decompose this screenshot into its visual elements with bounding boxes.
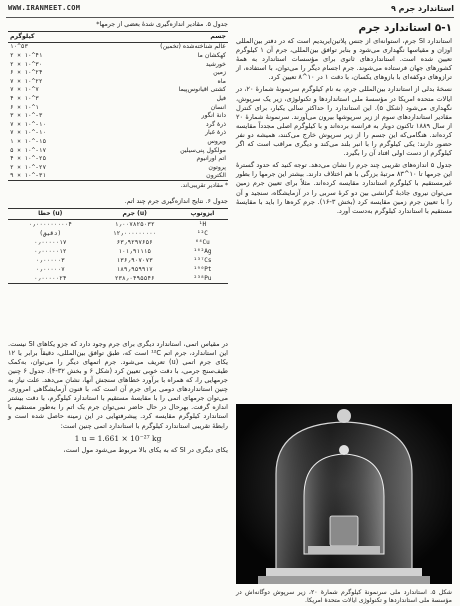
atomic-mass: ۲۳۸٫۰۴۹۵۵۴۶ (114, 274, 155, 282)
atomic-mass: ۱۳۶٫۹۰۷۰۷۳ (116, 256, 153, 264)
table-row (8, 256, 228, 265)
stand (258, 576, 430, 584)
atomic-mass: ۱۰۱٫۹۱۱۱۵ (118, 247, 151, 255)
isotope-symbol: ²³⁸Pu (193, 274, 212, 282)
paragraph-3: جدول ۵ اندازه‌های تقریبی چند جرم را نشان می‌دهد. توجه کنید که حدود گسترهٔ این جرمها تا ۱۰^۸۳ مرتبهٔ بزرگی با هم اختلاف دارند. بیشتر این جرمها را بطور غیرمستقیم با کیلوگرم استاندارد مقایسه کرده‌اند. مثلاً برای تعیین جرم زمین می‌توان نیروی جاذبهٔ گرانشی بین دو کرهٔ سربی را در آزمایشگاه، سنجید و آن را با تعیین جرم زمین مقایسه کرد (بخش ۳-۱۶). جرم کره‌ها را باید با مقایسهٔ مستقیم با استاندارد کیلوگرم به‌دست آورد. (236, 161, 453, 215)
table-row (8, 51, 228, 60)
header-mass: جرم (u) (122, 210, 147, 218)
table-6 (8, 208, 228, 284)
figure-caption: شکل ۵. استاندارد ملی سرنمونهٔ کیلوگرم شمارهٔ ۲۰، زیر سرپوش دوگانه‌اش در مؤسسهٔ ملی استانداردها و تکنولوژی ایالات متحدهٔ امریکا. (236, 589, 452, 605)
object-name: ماه (217, 77, 226, 85)
table-row (8, 238, 228, 247)
inner-base (308, 546, 380, 554)
mass-value: ۴ × ۱۰^-۲۵ (10, 155, 47, 163)
mass-value: ۵ × ۱۰^-۱۷ (10, 146, 47, 154)
table-row (8, 229, 228, 238)
table-row (8, 68, 228, 77)
atomic-mass: ۱٫۰۰۷۸۲۵۰۳۲ (114, 220, 155, 228)
mass-value: ۷ × ۱۰^-۱۰ (10, 120, 47, 128)
table-row (8, 172, 228, 181)
error-value: ۰٫۰۰۰۰۰۱۲ (33, 247, 67, 255)
paragraph-2: نسخهٔ بدلی از استاندارد بین‌المللی جرم، به نام کیلوگرم سرنمونهٔ شمارهٔ ۲۰، در ایالات متحده امریکا در مؤسسهٔ ملی استانداردها و تکنولوژی، زیر یک سرپوش، نگهداری می‌شود (شکل ۵). این استاندارد را حداکثر سالی یکبار، برای کنترل مقادیر استانداردهای سوم از زیر سرپوشها بیرون می‌آورند. سرنمونهٔ شمارهٔ ۲۰ از سال ۱۸۸۹ تاکنون دوبار به فرانسه برده‌اند و با کیلوگرم اصلی مجدداً مقایسه کرده‌اند. هنگامی‌که این جسم را از زیر سرپوش خارج می‌کنند، همیشه دو نفر حضور دارند: یکی کیلوگرم را با انبر بلند می‌کند و دیگری مراقب است که اگر کیلوگرم از دست اولی افتاد آن را بگیرد. (236, 85, 452, 158)
table-row (8, 274, 228, 284)
object-name: کهکشان ما (197, 51, 226, 59)
atomic-mass: ۱۲٫۰۰۰۰۰۰۰۰۰ (113, 229, 157, 237)
left-paragraph-2: یکای دیگری در SI که به یکای بالا مربوط می‌شود مول است، (63, 445, 228, 454)
mass-value: ۲ × ۱۰^-۲۷ (10, 163, 47, 171)
table-row (8, 154, 228, 163)
running-title: استاندارد جرم (398, 4, 454, 13)
bell-jar-illustration (236, 404, 452, 584)
table-5-caption: جدول ۵. مقادیر اندازه‌گیری شدهٔ بعضی از جرمها* (96, 20, 228, 28)
object-name: دانهٔ انگور (201, 112, 226, 120)
table-5-footnote: * مقادیر تقریبی‌اند. (180, 182, 228, 190)
left-text-block (8, 340, 228, 455)
isotope-symbol: ¹³⁷Cs (193, 256, 212, 264)
object-name: انسان (210, 103, 226, 111)
table-5 (8, 31, 228, 182)
isotope-symbol: ¹⁹⁰Pt (193, 265, 212, 273)
mass-value: ۶ × ۱۰^۲۴ (10, 69, 43, 77)
table-row (8, 163, 228, 172)
mass-value: ۱۰^۵۳ (10, 43, 29, 51)
atomic-mass: ۱۸۹٫۹۵۹۹۱۷ (116, 265, 153, 273)
outer-jar-knob (337, 409, 351, 423)
error-value: ۰٫۰۰۰۰۰۱۷ (33, 238, 67, 246)
table-row (8, 247, 228, 256)
object-name: کشتی اقیانوس‌پیما (178, 86, 226, 94)
right-column (236, 20, 453, 605)
section-title: ۵-۱ استاندارد جرم (358, 22, 452, 34)
error-value: ۰٫۰۰۰۰۰۲۴ (33, 274, 67, 282)
page-number-and-title (391, 4, 454, 13)
table-row (8, 219, 228, 229)
page-header (6, 2, 454, 18)
table-row (8, 146, 228, 155)
isotope-symbol: ⁶⁴Cu (195, 238, 210, 246)
mass-value: ۹ × ۱۰^-۳۱ (10, 172, 47, 180)
error-value: ۰٫۰۰۰۰۰۳ (35, 256, 65, 264)
mass-value: ۳ × ۱۰^-۳ (10, 112, 43, 120)
kilogram-cylinder (330, 516, 358, 546)
object-name: خورشید (205, 60, 226, 68)
table-row (8, 103, 228, 112)
object-name: اتم اورانیوم (196, 155, 226, 163)
mass-value: ۲ × ۱۰^۳۰ (10, 60, 43, 68)
table-row (8, 129, 228, 138)
error-value: ۰٫۰۰۰۰۰۷ (35, 265, 65, 273)
object-name: فیل (216, 94, 226, 102)
isotope-symbol: ¹²C (197, 229, 208, 237)
object-name: ذرهٔ غبار (205, 129, 226, 137)
header-rule (6, 17, 454, 18)
object-name: الکترون (206, 172, 226, 180)
mass-value: ۷ × ۱۰^۷ (10, 86, 39, 94)
isotope-symbol: ¹H (198, 220, 207, 228)
atomic-mass: ۶۳٫۹۲۹۷۶۵۶ (116, 238, 153, 246)
kilogram-prototype-photo (236, 404, 452, 584)
page-number: ٩ (390, 4, 396, 13)
mass-value: ۶ × ۱۰^۱ (10, 103, 39, 111)
object-name: عالم شناخته‌شده (تخمین) (160, 43, 226, 51)
table-row (8, 42, 228, 51)
object-name: مولکول پنی‌سیلین (180, 146, 226, 154)
paragraph-1: استاندارد SI جرم، استوانه‌ای از جنس پلاتین‌ایریدیم است که در دفتر بین‌المللی اوزان و مقیاسها نگهداری می‌شود و بنابر توافق بین‌المللی، جرم آن ۱ کیلوگرم تعیین شده است. استانداردهای ثانوی برای مؤسسات استاندارد به همهٔ کشورهای جهان فرستاده می‌شوند. جرم اجسام دیگر را می‌توان، با استفاده، از ترازوهای دوکفه‌ای با بازوهای یکسان، با دقت ۱ در ۱۰^۸ تعیین کرد. (236, 37, 453, 82)
table-5-header (8, 31, 228, 42)
header-error: خطا (u) (38, 210, 63, 218)
table-row (8, 265, 228, 274)
object-name: زمین (213, 69, 226, 77)
header-object: جسم (210, 33, 226, 41)
table-row (8, 137, 228, 146)
table-row (8, 111, 228, 120)
object-name: ذرهٔ گرد (205, 120, 226, 128)
header-mass: کیلوگرم (10, 33, 35, 41)
error-value: ۰٫۰۰۰۰۰۰۰۰۰۴ (28, 220, 72, 228)
table-row (8, 94, 228, 103)
error-value: (دقیق) (39, 229, 62, 237)
table-6-header (8, 208, 228, 219)
mass-value: ۷ × ۱۰^۲۲ (10, 77, 43, 85)
table-row (8, 120, 228, 129)
object-name: پروتون (208, 163, 226, 171)
mass-value: ۷ × ۱۰^-۱۰ (10, 129, 47, 137)
table-row (8, 60, 228, 69)
object-name: ویروس (207, 137, 226, 145)
mass-value: ۱ × ۱۰^-۱۵ (10, 137, 47, 145)
left-column (8, 20, 228, 602)
mass-value: ۴ × ۱۰^۳ (10, 94, 39, 102)
table-6-caption: جدول ۶. نتایج اندازه‌گیری جرم چند اتم. (124, 197, 228, 206)
formula: 1 u = 1.661 × 10⁻²⁷ kg (74, 433, 162, 443)
header-isotope: ایزوتوپ (190, 210, 215, 218)
watermark-url: WWW.IRANMEET.COM (8, 4, 81, 12)
table-row (8, 77, 228, 86)
isotope-symbol: ¹⁰²Ag (193, 247, 212, 255)
table-row (8, 86, 228, 95)
mass-value: ۲ × ۱۰^۴۱ (10, 51, 43, 59)
left-paragraph-1: در مقیاس اتمی، استاندارد دیگری برای جرم وجود دارد که جزو یکاهای SI نیست. این استاندارد، جرم اتم ¹²C است که، طبق توافق بین‌المللی، دقیقاً برابر با ۱۲ یکای جرم اتمی (u) تعریف می‌شود. جرم اتمهای دیگر را می‌توان، به‌کمک طیف‌سنج جرمی، با دقت خوبی تعیین کرد (شکل ۶ و بخش ۳۲-۴). جدول ۶ چنین جرمهایی را، که همراه با برآورد خطاهای سنجش آنها، نشان می‌دهد. علت نیاز به چنین استانداردهای دومی برای جرم آن است که، با فنون آزمایشگاهی امروزی، می‌توان جرمهای اتمی را با مقایسهٔ مستقیم با استاندارد کیلوگرم، با دقت بیشتر اندازه گرفت. بهرحال در حال حاضر نمی‌توان جرم یک اتم را به‌طور مستقیم با استاندارد کیلوگرم مقایسه کرد. پیشرفتهایی در این زمینه حاصل شده است و رابطهٔ تقریبی استاندارد کیلوگرم با استاندارد اتمی چنین است: (8, 339, 229, 430)
